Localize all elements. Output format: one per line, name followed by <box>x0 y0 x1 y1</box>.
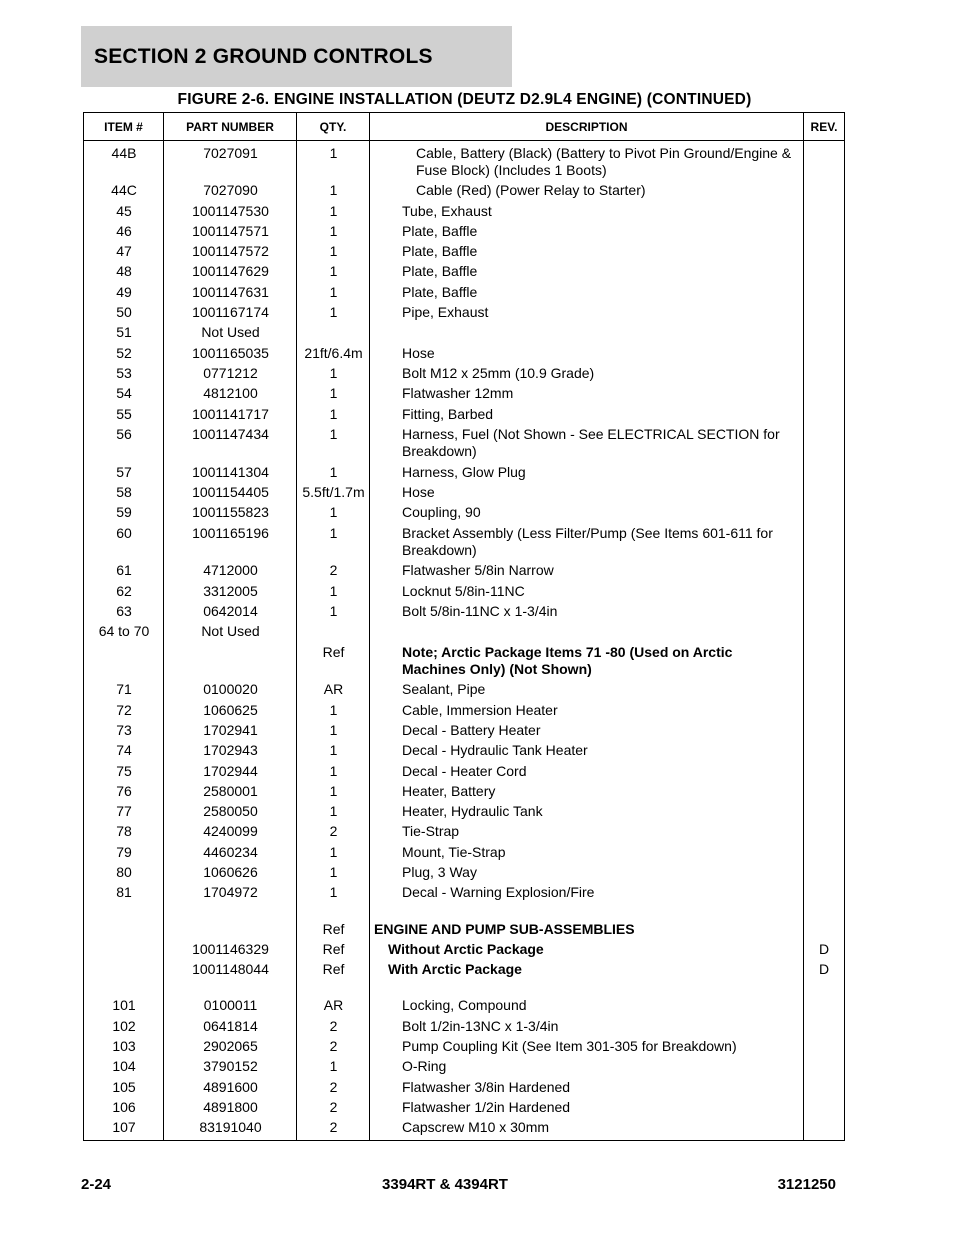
cell-rev <box>804 997 844 1015</box>
table-row <box>84 262 844 282</box>
cell-rev <box>804 284 844 302</box>
cell-part-number: 4812100 <box>203 385 258 402</box>
cell-description: ENGINE AND PUMP SUB-ASSEMBLIES <box>374 920 635 937</box>
cell-part-number: 1001155823 <box>192 504 269 521</box>
cell-item-number: 75 <box>116 762 132 779</box>
cell-rev <box>804 884 844 902</box>
cell-part-number: 1702944 <box>203 762 258 779</box>
cell-rev <box>804 1038 844 1056</box>
table-row <box>84 842 844 862</box>
cell-item-number: 46 <box>116 222 132 239</box>
table-row <box>84 781 844 801</box>
cell-qty <box>297 324 370 342</box>
cell-description: Plate, Baffle <box>402 222 478 239</box>
cell-rev <box>804 583 844 601</box>
cell-rev <box>804 702 844 720</box>
cell-rev <box>804 623 844 641</box>
cell-item-number: 103 <box>112 1038 136 1055</box>
cell-part-number: 4240099 <box>203 823 258 840</box>
cell-part-number: 0100020 <box>203 681 258 698</box>
cell-rev <box>804 1119 844 1137</box>
cell-rev <box>804 823 844 841</box>
cell-description: Flatwasher 5/8in Narrow <box>402 562 554 579</box>
cell-rev <box>804 681 844 699</box>
cell-rev: D <box>818 961 830 978</box>
cell-item-number: 55 <box>116 405 132 422</box>
cell-description: Bolt M12 x 25mm (10.9 Grade) <box>402 364 595 381</box>
cell-item-number: 78 <box>116 823 132 840</box>
cell-part-number: 2902065 <box>203 1038 258 1055</box>
table-row <box>84 700 844 720</box>
cell-part-number: 1001141717 <box>192 405 269 422</box>
cell-qty: 2 <box>329 823 338 840</box>
cell-description: With Arctic Package <box>388 961 522 978</box>
cell-rev <box>804 783 844 801</box>
cell-rev <box>804 243 844 261</box>
cell-description: Plate, Baffle <box>402 283 478 300</box>
cell-description: Cable (Red) (Power Relay to Starter) <box>416 182 646 199</box>
table-row <box>84 482 844 502</box>
cell-description: Tube, Exhaust <box>402 202 492 219</box>
table-spacer-row <box>84 903 844 919</box>
cell-item-number: 105 <box>112 1078 136 1095</box>
cell-rev <box>804 365 844 383</box>
cell-qty: 1 <box>329 304 338 321</box>
cell-item-number: 74 <box>116 742 132 759</box>
table-row <box>84 462 844 482</box>
cell-item-number: 48 <box>116 263 132 280</box>
figure-title: FIGURE 2-6. ENGINE INSTALLATION (DEUTZ D2.9L4 ENGINE) (CONTINUED) <box>177 91 752 108</box>
cell-part-number: 1001147631 <box>192 283 269 300</box>
cell-qty: 1 <box>329 144 338 161</box>
cell-part-number: 1001165035 <box>192 344 269 361</box>
cell-rev <box>804 182 844 200</box>
table-row <box>84 323 844 343</box>
table-row <box>84 960 844 980</box>
table-row <box>84 642 844 680</box>
table-row <box>84 601 844 621</box>
cell-rev <box>804 525 844 560</box>
table-row <box>84 680 844 700</box>
cell-rev <box>804 864 844 882</box>
table-row <box>84 996 844 1016</box>
cell-part-number: Not Used <box>201 324 260 341</box>
cell-rev <box>804 1018 844 1036</box>
cell-qty: 2 <box>329 1038 338 1055</box>
cell-qty: 1 <box>329 385 338 402</box>
cell-part-number: 1001148044 <box>192 961 269 978</box>
cell-part-number: 1001141304 <box>192 463 269 480</box>
cell-part-number: 0641814 <box>203 1017 258 1034</box>
cell-description: Decal - Warning Explosion/Fire <box>402 884 595 901</box>
cell-description: Flatwasher 12mm <box>402 385 514 402</box>
table-row <box>84 622 844 642</box>
cell-description: Cable, Battery (Black) (Battery to Pivot Pin Ground/Engine & Fuse Block) (Includes 1 Boots) <box>416 144 792 178</box>
cell-part-number: Not Used <box>201 623 260 640</box>
cell-item-number: 53 <box>116 364 132 381</box>
cell-description: Bracket Assembly (Less Filter/Pump (See Items 601-611 for Breakdown) <box>402 524 773 559</box>
cell-item-number: 61 <box>116 562 132 579</box>
cell-item-number <box>84 941 164 959</box>
table-row <box>84 181 844 201</box>
cell-rev <box>804 385 844 403</box>
cell-item-number: 102 <box>112 1017 136 1034</box>
cell-rev <box>804 1079 844 1097</box>
col-header-description: DESCRIPTION <box>370 113 804 140</box>
col-header-item: ITEM # <box>84 113 164 140</box>
table-row <box>84 1077 844 1097</box>
cell-rev: D <box>818 940 830 957</box>
cell-part-number: 1060626 <box>203 864 258 880</box>
cell-rev <box>804 304 844 322</box>
cell-description: Fitting, Barbed <box>402 405 494 422</box>
cell-qty: 1 <box>329 182 338 199</box>
cell-description: Flatwasher 1/2in Hardened <box>402 1098 571 1115</box>
cell-qty: 1 <box>329 243 338 260</box>
cell-item-number: 64 to 70 <box>98 623 150 640</box>
cell-qty: 1 <box>329 742 338 759</box>
cell-description: Pump Coupling Kit (See Item 301-305 for Breakdown) <box>402 1038 737 1055</box>
cell-description: Hose <box>402 344 435 361</box>
cell-qty: Ref <box>322 940 345 957</box>
cell-rev <box>804 203 844 221</box>
cell-description: Plate, Baffle <box>402 263 478 280</box>
col-header-qty: QTY. <box>297 113 370 140</box>
col-header-part-number: PART NUMBER <box>164 113 297 140</box>
table-row <box>84 939 844 959</box>
cell-part-number: 3790152 <box>203 1058 258 1075</box>
cell-part-number: 0771212 <box>203 364 258 381</box>
cell-description: Coupling, 90 <box>402 504 481 521</box>
cell-part-number: 1060625 <box>203 701 258 718</box>
cell-qty: 1 <box>329 202 338 219</box>
table-row <box>84 761 844 781</box>
cell-part-number: 2580050 <box>203 803 258 820</box>
cell-qty: Ref <box>322 961 345 978</box>
cell-rev <box>804 484 844 502</box>
cell-part-number: 1702941 <box>203 721 258 738</box>
cell-qty: 1 <box>329 463 338 480</box>
cell-rev <box>804 763 844 781</box>
cell-part-number: 1001154405 <box>192 483 269 500</box>
table-row <box>84 561 844 581</box>
cell-item-number: 104 <box>112 1058 136 1075</box>
cell-item-number: 76 <box>116 782 132 799</box>
table-row <box>84 863 844 883</box>
table-spacer-row <box>84 980 844 996</box>
cell-qty: 1 <box>329 864 338 880</box>
cell-part-number: 2580001 <box>203 782 258 799</box>
column-divider <box>163 141 164 1140</box>
cell-description: Harness, Glow Plug <box>402 463 526 480</box>
cell-qty: 2 <box>329 562 338 579</box>
cell-qty: 1 <box>329 263 338 280</box>
cell-part-number: 1704972 <box>203 884 258 901</box>
cell-qty: 1 <box>329 582 338 599</box>
cell-item-number: 54 <box>116 385 132 402</box>
cell-description <box>370 324 804 342</box>
cell-item-number: 51 <box>116 324 132 341</box>
column-divider <box>803 141 804 1140</box>
cell-qty: 1 <box>329 884 338 901</box>
table-row <box>84 1097 844 1117</box>
cell-qty: 2 <box>329 1119 338 1136</box>
cell-part-number: 7027091 <box>203 144 258 161</box>
table-row <box>84 404 844 424</box>
cell-description: Decal - Heater Cord <box>402 762 527 779</box>
cell-rev <box>804 722 844 740</box>
cell-qty: 1 <box>329 721 338 738</box>
cell-description: Without Arctic Package <box>388 940 544 957</box>
cell-rev <box>804 464 844 482</box>
section-title: SECTION 2 GROUND CONTROLS <box>81 26 512 87</box>
cell-rev <box>804 603 844 621</box>
cell-part-number: 4460234 <box>203 843 258 860</box>
cell-item-number: 77 <box>116 803 132 820</box>
cell-description: Heater, Battery <box>402 782 496 799</box>
cell-qty: 1 <box>329 701 338 718</box>
cell-item-number: 45 <box>116 202 132 219</box>
cell-part-number: 4891800 <box>203 1098 258 1115</box>
table-row <box>84 741 844 761</box>
cell-item-number: 56 <box>116 425 132 442</box>
table-row <box>84 919 844 939</box>
cell-description: Locknut 5/8in-11NC <box>402 582 525 599</box>
cell-qty: 1 <box>329 602 338 619</box>
cell-description: Harness, Fuel (Not Shown - See ELECTRICAL SECTION for Breakdown) <box>402 425 780 460</box>
table-row <box>84 282 844 302</box>
cell-item-number: 101 <box>112 997 136 1014</box>
cell-item-number: 52 <box>116 344 132 361</box>
cell-qty: 1 <box>329 222 338 239</box>
cell-qty: 1 <box>329 762 338 779</box>
cell-description <box>370 623 804 641</box>
cell-description: Capscrew M10 x 30mm <box>402 1119 550 1136</box>
cell-description: Hose <box>402 483 435 500</box>
cell-part-number: 0642014 <box>203 602 258 619</box>
cell-description: Note; Arctic Package Items 71 -80 (Used on Arctic Machines Only) (Not Shown) <box>402 643 733 678</box>
table-row <box>84 343 844 363</box>
cell-part-number: 1001147571 <box>192 222 269 239</box>
cell-item-number <box>84 921 164 939</box>
cell-qty: 1 <box>329 504 338 521</box>
cell-part-number: 1702943 <box>203 742 258 759</box>
table-row <box>84 523 844 561</box>
cell-part-number: 0100011 <box>203 997 258 1014</box>
cell-rev <box>804 345 844 363</box>
cell-item-number: 81 <box>116 884 132 901</box>
cell-rev <box>804 145 844 180</box>
cell-item-number: 107 <box>112 1119 136 1136</box>
table-row <box>84 883 844 903</box>
cell-part-number: 1001146329 <box>192 940 269 957</box>
cell-description: Decal - Battery Heater <box>402 721 541 738</box>
table-row <box>84 1016 844 1036</box>
parts-table <box>83 112 845 1141</box>
cell-rev <box>804 426 844 461</box>
cell-part-number: 4891600 <box>203 1078 258 1095</box>
table-row <box>84 384 844 404</box>
table-row <box>84 221 844 241</box>
table-row <box>84 822 844 842</box>
cell-part-number: 4712000 <box>203 562 258 579</box>
cell-item-number: 49 <box>116 283 132 300</box>
cell-qty: 21ft/6.4m <box>304 344 363 361</box>
cell-rev <box>804 562 844 580</box>
cell-qty: 1 <box>329 1058 338 1075</box>
cell-qty: 1 <box>329 425 338 442</box>
cell-item-number: 47 <box>116 243 132 260</box>
cell-part-number: 1001165196 <box>192 524 269 541</box>
cell-qty: 2 <box>329 1098 338 1115</box>
cell-qty: 1 <box>329 405 338 422</box>
cell-qty <box>297 623 370 641</box>
cell-part-number: 7027090 <box>203 182 258 199</box>
table-row <box>84 303 844 323</box>
cell-item-number: 44B <box>111 144 137 161</box>
table-row <box>84 1037 844 1057</box>
page-number: 2-24 <box>81 1176 112 1193</box>
cell-item-number: 57 <box>116 463 132 480</box>
table-row <box>84 802 844 822</box>
cell-item-number: 62 <box>116 582 132 599</box>
table-row <box>84 1057 844 1077</box>
col-header-rev: REV. <box>810 119 838 134</box>
cell-rev <box>804 1099 844 1117</box>
cell-description: Bolt 5/8in-11NC x 1-3/4in <box>402 602 558 619</box>
cell-qty: 2 <box>329 1017 338 1034</box>
table-row <box>84 242 844 262</box>
cell-item-number: 73 <box>116 721 132 738</box>
cell-description: Cable, Immersion Heater <box>402 701 558 718</box>
cell-description: Decal - Hydraulic Tank Heater <box>402 742 588 759</box>
cell-qty: 1 <box>329 283 338 300</box>
cell-rev <box>804 263 844 281</box>
cell-part-number <box>164 921 297 939</box>
table-row <box>84 201 844 221</box>
table-header <box>84 113 844 141</box>
cell-qty: Ref <box>322 643 345 660</box>
cell-qty: 1 <box>329 843 338 860</box>
cell-rev <box>804 644 844 679</box>
cell-qty: AR <box>323 997 344 1014</box>
table-row <box>84 1118 844 1138</box>
cell-description: Sealant, Pipe <box>402 681 486 698</box>
cell-part-number: 1001147530 <box>192 202 269 219</box>
table-row <box>84 424 844 462</box>
cell-rev <box>804 406 844 424</box>
cell-part-number: 1001147629 <box>192 263 269 280</box>
cell-item-number: 63 <box>116 602 132 619</box>
cell-part-number: 3312005 <box>203 582 258 599</box>
cell-item-number: 106 <box>112 1098 136 1115</box>
cell-item-number: 50 <box>116 304 132 321</box>
cell-rev <box>804 504 844 522</box>
cell-description: O-Ring <box>402 1058 447 1075</box>
cell-part-number: 1001147572 <box>192 243 269 260</box>
cell-rev <box>804 844 844 862</box>
table-row <box>84 503 844 523</box>
table-row <box>84 720 844 740</box>
cell-description: Flatwasher 3/8in Hardened <box>402 1078 571 1095</box>
table-row <box>84 143 844 181</box>
cell-description: Heater, Hydraulic Tank <box>402 803 543 820</box>
cell-description: Plug, 3 Way <box>402 864 477 880</box>
cell-item-number: 58 <box>116 483 132 500</box>
cell-part-number: 1001147434 <box>192 425 269 442</box>
cell-rev <box>804 742 844 760</box>
cell-qty: 1 <box>329 364 338 381</box>
cell-description: Plate, Baffle <box>402 243 478 260</box>
cell-description: Locking, Compound <box>402 997 527 1014</box>
cell-part-number <box>164 644 297 679</box>
cell-part-number: 1001167174 <box>192 304 269 321</box>
column-divider <box>369 141 370 1140</box>
cell-part-number: 83191040 <box>199 1119 262 1136</box>
cell-qty: 1 <box>329 803 338 820</box>
cell-qty: 2 <box>329 1078 338 1095</box>
cell-rev <box>804 324 844 342</box>
cell-rev <box>804 921 844 939</box>
cell-item-number: 79 <box>116 843 132 860</box>
cell-item-number <box>84 961 164 979</box>
cell-item-number: 72 <box>116 701 132 718</box>
footer-doc-number: 3121250 <box>777 1176 836 1193</box>
cell-qty: 1 <box>329 524 338 541</box>
cell-item-number: 44C <box>111 182 137 199</box>
footer-model: 3394RT & 4394RT <box>382 1176 508 1193</box>
cell-description: Bolt 1/2in-13NC x 1-3/4in <box>402 1017 559 1034</box>
cell-qty: 1 <box>329 782 338 799</box>
cell-item-number: 80 <box>116 864 132 880</box>
cell-description: Mount, Tie-Strap <box>402 843 506 860</box>
cell-rev <box>804 803 844 821</box>
table-body <box>84 141 844 1140</box>
cell-description: Pipe, Exhaust <box>402 304 489 321</box>
cell-item-number: 71 <box>116 681 132 698</box>
cell-qty: 5.5ft/1.7m <box>302 483 365 500</box>
cell-qty: AR <box>323 681 344 698</box>
cell-qty: Ref <box>322 920 345 937</box>
cell-item-number <box>84 644 164 679</box>
cell-rev <box>804 223 844 241</box>
table-row <box>84 363 844 383</box>
cell-description: Tie-Strap <box>402 823 460 840</box>
cell-rev <box>804 1058 844 1076</box>
cell-item-number: 59 <box>116 504 132 521</box>
table-row <box>84 581 844 601</box>
column-divider <box>296 141 297 1140</box>
cell-item-number: 60 <box>116 524 132 541</box>
